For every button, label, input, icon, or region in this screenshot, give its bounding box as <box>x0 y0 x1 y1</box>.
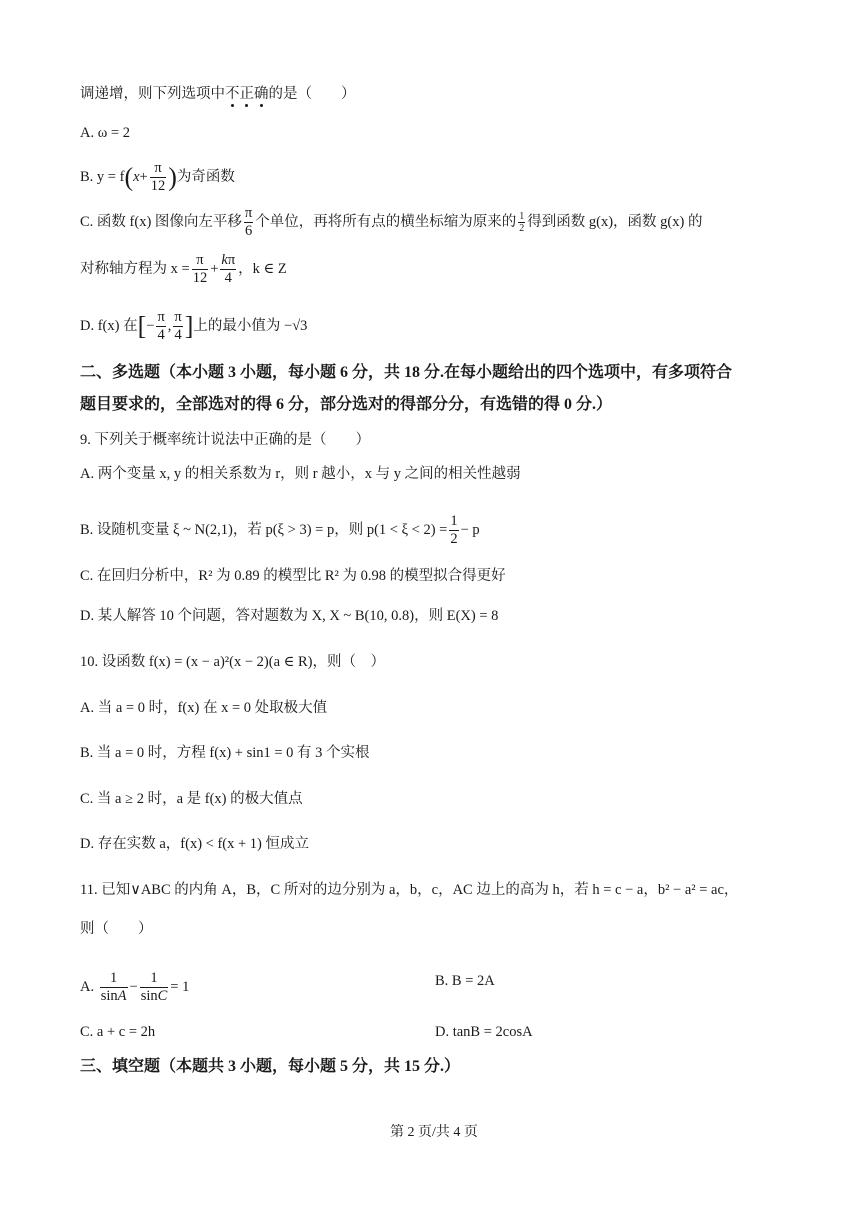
q9-stem: 9. 下列关于概率统计说法中正确的是（ ） <box>80 432 370 448</box>
fraction-1-2b: $\frac{1}{2}$ <box>450 513 458 547</box>
q8-c-suffix: 得到函数 g(x)，函数 g(x) 的 <box>527 213 703 230</box>
q8-option-b: B. y = f(x+ $\frac{\pi}{12}$ )为奇函数 <box>80 160 235 194</box>
q8-d-suffix: 上的最小值为 −√3 <box>193 317 308 334</box>
q10-stem: 10. 设函数 f(x) = (x − a)²(x − 2)(a ∈ R)，则（ ） <box>80 654 385 670</box>
q8-option-c-line1 <box>80 205 702 240</box>
q10-option-d: D. 存在实数 a，f(x) < f(x + 1) 恒成立 <box>80 836 309 852</box>
q8-option-c-line2: 对称轴方程为 x = $\frac{\pi}{12}$ + $\frac{k\pi}{4}$ ，k ∈ Z <box>80 252 287 286</box>
q11-option-b: B. B = 2A <box>435 973 495 989</box>
q8-option-b-prefix: B. y = f <box>80 168 125 185</box>
fraction-pi-12b: $\frac{\pi}{12}$ <box>192 252 208 286</box>
q10-option-a: A. 当 a = 0 时，f(x) 在 x = 0 处取极大值 <box>80 700 328 716</box>
q8-stem-continuation: 调递增，则下列选项中不正确的是（ ） <box>80 86 356 102</box>
q8-c-mid: 个单位，再将所有点的横坐标缩为原来的 <box>255 213 517 230</box>
fraction-1-sinA: $\frac{1}{\sin A}$ <box>100 970 127 1004</box>
fraction-pi-4a: $\frac{\pi}{4}$ <box>157 309 165 343</box>
q11-option-d: D. tanB = 2cosA <box>435 1024 533 1040</box>
q11-a-suffix: = 1 <box>170 978 190 995</box>
q8-option-d: D. f(x) 在[− $\frac{\pi}{4}$ , $\frac{\pi}{4}$ ]上的最小值为 −√3 <box>80 309 308 343</box>
fraction-pi-4b: $\frac{\pi}{4}$ <box>174 309 182 343</box>
fraction-1-2: $\frac{1}{2}$ <box>519 211 525 234</box>
q8-c-line2-suffix: ，k ∈ Z <box>238 260 287 277</box>
q9-b-suffix: − p <box>460 521 480 538</box>
page-number-footer: 第 2 页/共 4 页 <box>390 1125 478 1140</box>
q9-option-d: D. 某人解答 10 个问题，答对题数为 X, X ~ B(10, 0.8)，则 E(X) = 8 <box>80 608 499 624</box>
q8-option-a: A. ω = 2 <box>80 125 130 141</box>
q8-option-b-suffix: 为奇函数 <box>176 168 235 185</box>
q9-option-a: A. 两个变量 x, y 的相关系数为 r，则 r 越小，x 与 y 之间的相关性越弱 <box>80 466 521 482</box>
fraction-pi-6: $\frac{\pi}{6}$ <box>244 205 253 239</box>
q8-c-line2-prefix: 对称轴方程为 x = <box>80 260 190 277</box>
q11-option-a: A. $\frac{1}{\sin A}$ − $\frac{1}{\sin C}$ = 1 <box>80 970 190 1004</box>
q11-stem-line2: 则（ ） <box>80 921 153 937</box>
q9-option-c: C. 在回归分析中，R² 为 0.89 的模型比 R² 为 0.98 的模型拟合得更好 <box>80 568 506 584</box>
q9-option-b <box>80 513 480 548</box>
q10-option-c: C. 当 a ≥ 2 时，a 是 f(x) 的极大值点 <box>80 791 303 807</box>
q10-option-b: B. 当 a = 0 时，方程 f(x) + sin1 = 0 有 3 个实根 <box>80 745 370 761</box>
q11-stem: 11. 已知∨ABC 的内角 A，B，C 所对的边分别为 a，b，c，AC 边上的高为 h，若 h = c − a，b² − a² = ac， <box>80 882 739 898</box>
q8-c-prefix: C. 函数 f(x) 图像向左平移 <box>80 213 242 230</box>
section3-heading: 三、填空题（本题共 3 小题，每小题 5 分，共 15 分.） <box>80 1058 461 1075</box>
q11-option-c: C. a + c = 2h <box>80 1024 156 1040</box>
section2-heading-line2: 题目要求的，全部选对的得 6 分，部分选对的得部分分，有选错的得 0 分.） <box>80 396 613 413</box>
fraction-1-sinC: $\frac{1}{\sin C}$ <box>140 970 168 1004</box>
q9-b-prefix: B. 设随机变量 ξ ~ N(2,1)，若 p(ξ > 3) = p，则 p(1 < ξ < 2) = <box>80 521 448 538</box>
q8-d-prefix: D. f(x) 在 <box>80 317 138 334</box>
q11-a-prefix: A. <box>80 978 95 995</box>
fraction-kpi-4: $\frac{k\pi}{4}$ <box>221 252 236 286</box>
fraction-pi-12: $\frac{\pi}{12}$ <box>150 160 166 194</box>
section2-heading-line1: 二、多选题（本小题 3 小题，每小题 6 分，共 18 分.在每小题给出的四个选项中，有多项符合 <box>80 364 733 381</box>
